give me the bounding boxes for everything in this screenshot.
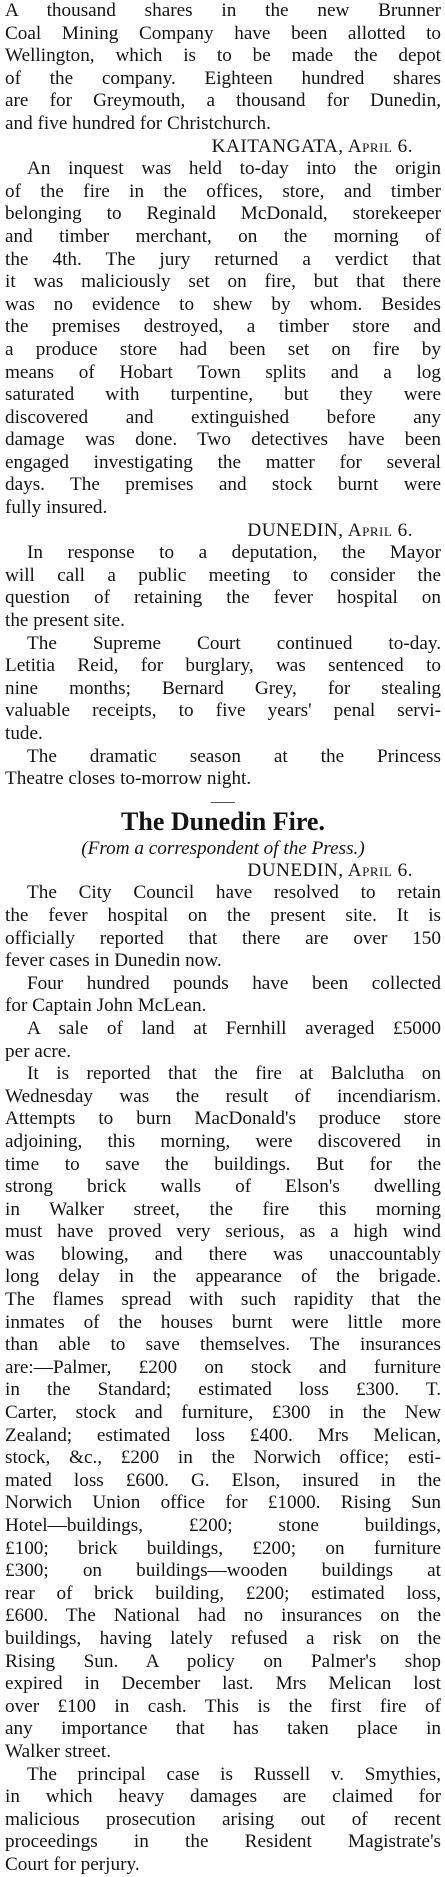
text-line: in which heavy damages are claimed for (5, 1786, 441, 1808)
text-line: inmates of the houses burnt were little more (5, 1311, 441, 1333)
section-gap (5, 791, 441, 799)
text-line: was blowing, and there was unaccountably (5, 1243, 441, 1265)
text-line: nine months; Bernard Grey, for stealing (5, 677, 441, 699)
text-line: are:—Palmer, £200 on stock and furniture (5, 1356, 441, 1378)
text-line: of the fire in the offices, store, and timber (5, 180, 441, 202)
text-line: expired in December last. Mrs Melican lost (5, 1673, 441, 1695)
text-line: per acre. (5, 1040, 72, 1062)
text-line: than able to save themselves. The insurances (5, 1334, 441, 1356)
text-line: The dramatic season at the Princess (27, 745, 441, 767)
text-line: in the Standard; estimated loss £300. T. (5, 1379, 441, 1401)
text-line: valuable receipts, to five years' penal servi- (5, 700, 441, 722)
text-line: mated loss £600. G. Elson, insured in the (5, 1469, 441, 1491)
text-line: saturated with turpentine, but they were (5, 384, 441, 406)
text-line: and timber merchant, on the morning of (5, 225, 441, 247)
text-line: the premises destroyed, a timber store and (5, 316, 441, 338)
text-line: £600. The National had no insurances on the (5, 1605, 441, 1627)
text-line: engaged investigating the matter for several (5, 451, 441, 473)
text-line: Wednesday was the result of incendiarism. (5, 1085, 441, 1107)
text-line: time to save the buildings. But for the (5, 1153, 441, 1175)
dateline-kaitangata: KAITANGATA, April 6. (211, 135, 413, 157)
section-divider (211, 802, 235, 803)
text-line: Wellington, which is to be made the depot (5, 45, 441, 67)
text-line: a produce store had been set on fire by (5, 338, 441, 360)
text-line: over £100 in cash. This is the first fire of (5, 1695, 441, 1717)
text-line: Norwich Union office for £1000. Rising Sun (5, 1492, 441, 1514)
paragraph-fire-report (5, 1063, 441, 1763)
text-line: Rising Sun. A policy on Palmer's shop (5, 1650, 441, 1672)
headline-dunedin-fire: The Dunedin Fire. (121, 806, 325, 836)
text-line: strong brick walls of Elson's dwelling (5, 1176, 441, 1198)
text-line: fever cases in Dunedin now. (5, 950, 222, 972)
text-line: Theatre closes to-morrow night. (5, 768, 252, 790)
text-line: The Supreme Court continued to-day. (27, 632, 441, 654)
text-line: was no evidence to shew by whom. Besides (5, 293, 441, 315)
paragraph-dramatic-season (5, 746, 441, 791)
text-line: £300; on buildings—wooden buildings at (5, 1560, 441, 1582)
paragraph-mayor-meeting (5, 542, 441, 632)
text-line: the 4th. The jury returned a verdict that (5, 248, 441, 270)
text-line: and five hundred for Christchurch. (5, 112, 271, 134)
text-line: the fever hospital on the present site. It is (5, 904, 441, 926)
text-line: damage was done. Two detectives have been (5, 429, 441, 451)
subhead-correspondent: (From a correspondent of the Press.) (81, 837, 365, 859)
text-line: Carter, stock and furniture, £300 in the New (5, 1402, 441, 1424)
text-line: Attempts to burn MacDonald's produce store (5, 1108, 441, 1130)
text-line: officially reported that there are over 150 (5, 927, 441, 949)
text-line: Zealand; estimated loss £400. Mrs Melican, (5, 1424, 441, 1446)
text-line: The flames spread with such rapidity that the (5, 1289, 441, 1311)
text-line: for Captain John McLean. (5, 995, 207, 1017)
text-line: It is reported that the fire at Balclutha on (27, 1063, 441, 1085)
text-line: In response to a deputation, the Mayor (27, 542, 441, 564)
text-line: The City Council have resolved to retain (27, 882, 441, 904)
text-line: belonging to Reginald McDonald, storekeeper (5, 203, 441, 225)
text-line: Court for perjury. (5, 1853, 140, 1875)
text-line: Walker street. (5, 1740, 112, 1762)
text-line: must have proved very serious, as a high wind (5, 1221, 441, 1243)
dateline-dunedin-2: DUNEDIN, April 6. (247, 859, 413, 881)
text-line: rear of brick building, £200; estimated loss, (5, 1582, 441, 1604)
text-line: question of retaining the fever hospital on (5, 587, 441, 609)
text-line: days. The premises and stock burnt were (5, 474, 441, 496)
text-line: Coal Mining Company have been allotted to (5, 22, 441, 44)
text-line: The principal case is Russell v. Smythies, (27, 1763, 441, 1785)
text-line: malicious prosecution arising out of recent (5, 1808, 441, 1830)
text-line: adjoining, this morning, were discovered in (5, 1130, 441, 1152)
text-line: A thousand shares in the new Brunner (5, 0, 441, 21)
text-line: are for Greymouth, a thousand for Dunedin, (5, 90, 441, 112)
text-line: any importance that has taken place in (5, 1718, 441, 1740)
text-line: in Walker street, the fire this morning (5, 1198, 441, 1220)
text-line: discovered and extinguished before any (5, 406, 441, 428)
paragraph-brunner-shares (5, 0, 441, 136)
paragraph-captain-mclean (5, 973, 441, 1018)
text-line: fully insured. (5, 497, 108, 519)
text-line: Letitia Reid, for burglary, was sentenced to (5, 655, 441, 677)
paragraph-fernhill-sale (5, 1018, 441, 1063)
text-line: will call a public meeting to consider the (5, 564, 441, 586)
paragraph-supreme-court (5, 633, 441, 746)
text-line: means of Hobart Town splits and a log (5, 361, 441, 383)
text-line: of the company. Eighteen hundred shares (5, 67, 441, 89)
text-line: proceedings in the Resident Magistrate's (5, 1831, 441, 1853)
text-line: the present site. (5, 610, 125, 632)
text-line: it was maliciously set on fire, but that there (5, 271, 441, 293)
text-line: long delay in the appearance of the brigade. (5, 1266, 441, 1288)
paragraph-fever-hospital (5, 882, 441, 972)
text-line: Hotel—buildings, £200; stone buildings, (5, 1515, 441, 1536)
text-line: tude. (5, 723, 43, 744)
text-line: buildings, having lately refused a risk on the (5, 1627, 441, 1649)
text-line: Four hundred pounds have been collected (27, 972, 441, 994)
paragraph-russell-case (5, 1764, 441, 1877)
text-line: stock, &c., £200 in the Norwich office; esti- (5, 1447, 441, 1469)
text-line: £100; brick buildings, £200; on furniture (5, 1537, 441, 1559)
text-line: A sale of land at Fernhill averaged £5000 (27, 1017, 441, 1039)
paragraph-inquest (5, 158, 441, 520)
text-line: An inquest was held to-day into the origin (27, 158, 441, 180)
dateline-dunedin: DUNEDIN, April 6. (247, 519, 413, 541)
